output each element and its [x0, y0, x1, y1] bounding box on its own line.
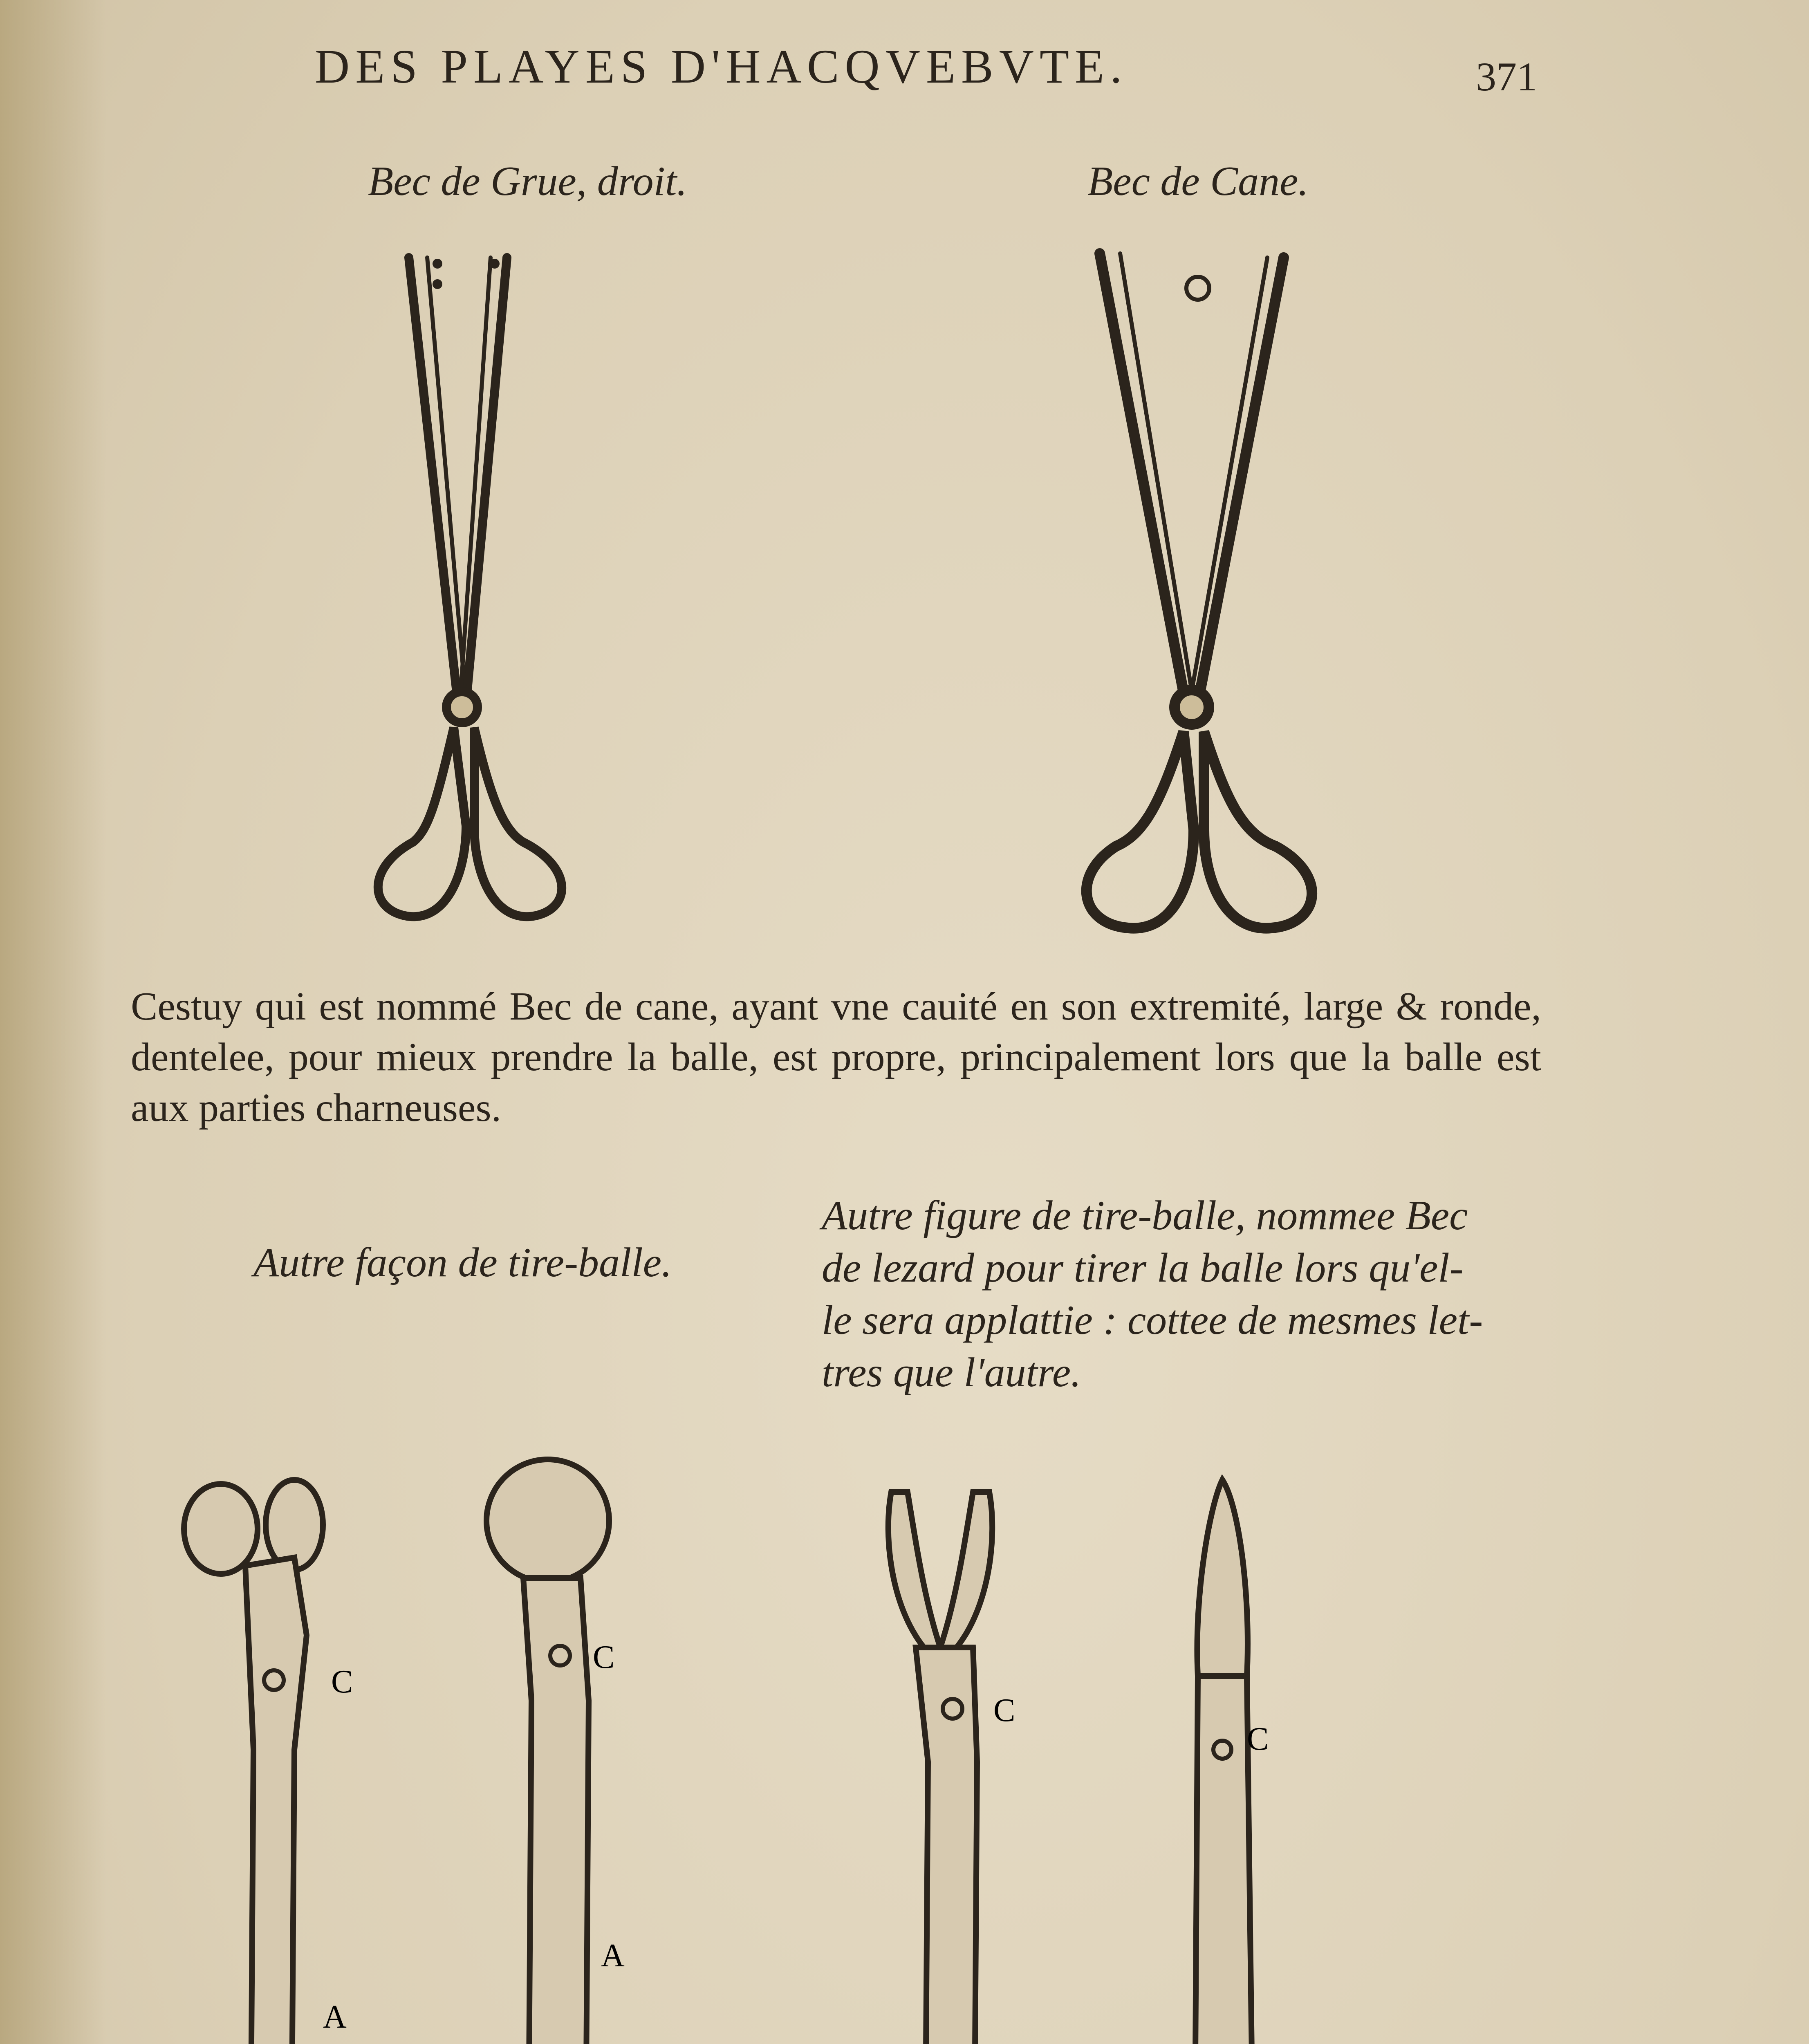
page-gutter-shadow: [0, 0, 106, 2044]
label-a: A: [323, 1999, 347, 2035]
label-c: C: [331, 1664, 353, 1700]
tire-balle-open-illustration: [172, 1464, 384, 2044]
label-c: C: [1247, 1721, 1269, 1757]
caption-bec-de-grue: Bec de Grue, droit.: [368, 158, 687, 204]
tire-balle-closed-illustration: [462, 1455, 675, 2044]
body-paragraph: Cestuy qui est nommé Bec de cane, ayant vne cauité en son extremité, large & ronde, dentelee, pour mieux prendre la balle, est propre, principalement lors que la balle est aux parties charneuses.: [131, 984, 1541, 1130]
caption-line: de lezard pour tirer la balle lors qu'el-: [822, 1245, 1464, 1291]
page-number: 371: [1476, 54, 1537, 99]
caption-bec-de-cane: Bec de Cane.: [1087, 158, 1309, 204]
bec-de-lezard-open-illustration: [854, 1476, 1075, 2044]
bec-de-cane-illustration: [1063, 245, 1357, 940]
label-c: C: [593, 1639, 615, 1675]
caption-autre-facon: Autre façon de tire-balle.: [253, 1239, 672, 1286]
caption-bec-de-lezard: [822, 1190, 1483, 1399]
caption-line: tres que l'autre.: [822, 1349, 1081, 1396]
caption-line: Autre figure de tire-balle, nommee Bec: [822, 1192, 1468, 1239]
label-a: A: [601, 1938, 625, 1974]
caption-line: le sera applattie : cottee de mesmes let-: [822, 1297, 1483, 1343]
bec-de-grue-illustration: [343, 245, 597, 932]
label-c: C: [993, 1692, 1015, 1728]
bec-de-lezard-closed-illustration: [1137, 1472, 1349, 2044]
running-head: DES PLAYES D'HACQVEBVTE.: [315, 40, 1128, 93]
